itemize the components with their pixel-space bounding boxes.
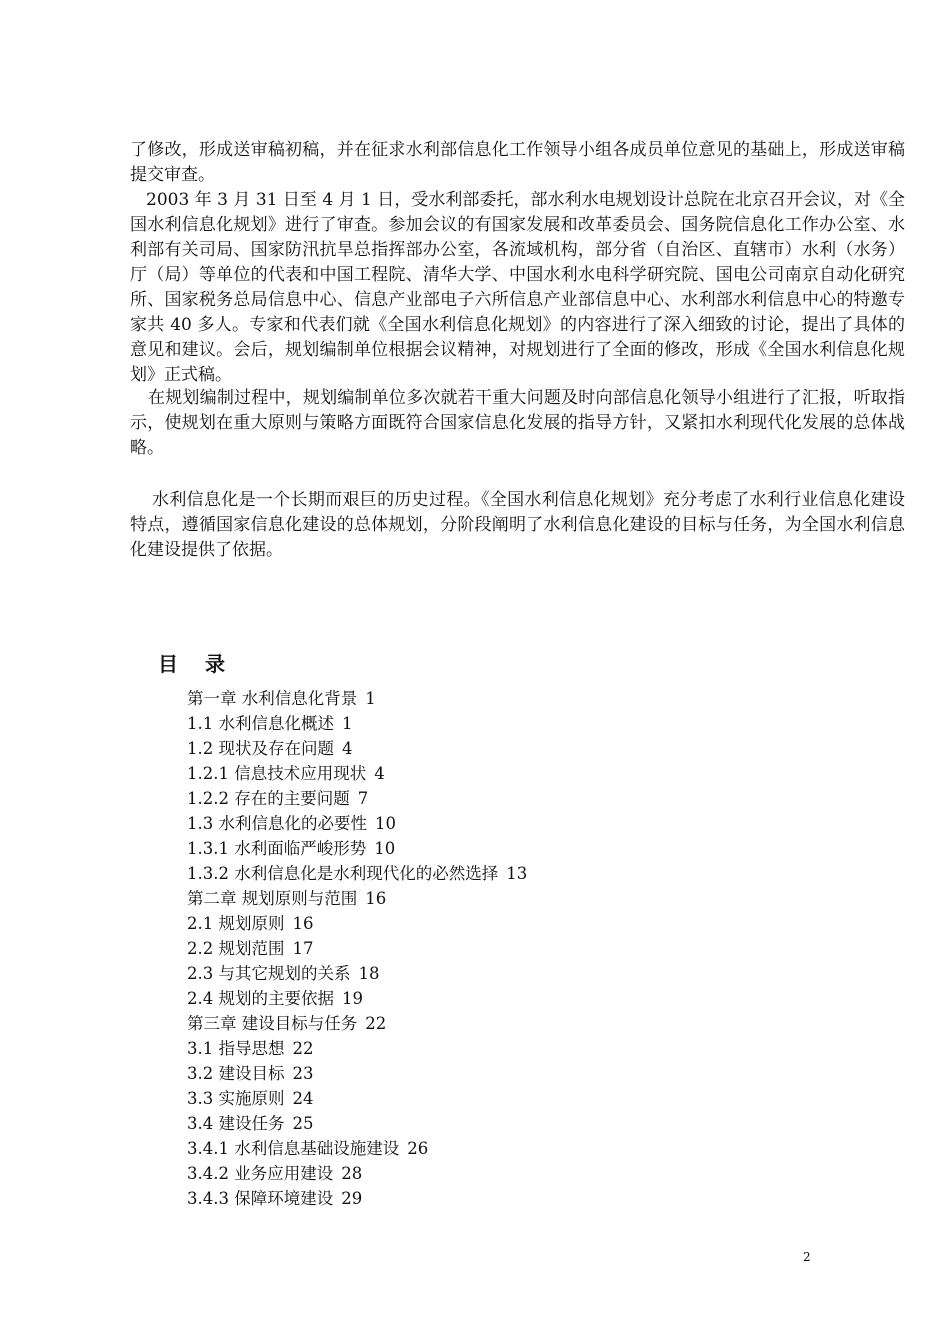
toc-entry-page: 25	[292, 1114, 314, 1133]
toc-entry[interactable]	[187, 786, 527, 811]
toc-entry-page: 22	[365, 1014, 387, 1033]
toc-entry[interactable]	[187, 1036, 527, 1061]
toc-entry[interactable]	[187, 1111, 527, 1136]
toc-entry-page: 22	[292, 1039, 314, 1058]
toc-entry[interactable]	[187, 686, 527, 711]
toc-entry[interactable]	[187, 1086, 527, 1111]
toc-entry-title: 2.4 规划的主要依据	[187, 989, 334, 1008]
body-paragraph: 在规划编制过程中，规划编制单位多次就若干重大问题及时向部信息化领导小组进行了汇报，听取指示，使规划在重大原则与策略方面既符合国家信息化发展的指导方针，又紧扣水利现代化发展的总体战略。	[130, 388, 905, 458]
toc-entry-title: 3.4.1 水利信息基础设施建设	[187, 1139, 400, 1158]
toc-entry-title: 1.2.1 信息技术应用现状	[187, 764, 367, 783]
toc-entry-title: 1.1 水利信息化概述	[187, 714, 334, 733]
toc-entry-page: 29	[341, 1189, 363, 1208]
body-paragraph: 水利信息化是一个长期而艰巨的历史过程。《全国水利信息化规划》充分考虑了水利行业信息化建设特点，遵循国家信息化建设的总体规划，分阶段阐明了水利信息化建设的目标与任务，为全国水利信息化建设提供了依据。	[130, 490, 905, 560]
toc-entry-title: 1.3.1 水利面临严峻形势	[187, 839, 367, 858]
toc-entry[interactable]	[187, 936, 527, 961]
toc-entry[interactable]	[187, 811, 527, 836]
toc-entry-title: 1.2 现状及存在问题	[187, 739, 334, 758]
toc-entry-title: 第二章 规划原则与范围	[187, 889, 358, 908]
toc-entry-title: 3.2 建设目标	[187, 1064, 285, 1083]
toc-entry-title: 2.2 规划范围	[187, 939, 285, 958]
table-of-contents	[187, 686, 527, 1211]
toc-entry-page: 4	[342, 739, 353, 758]
toc-entry-page: 10	[375, 814, 396, 833]
toc-entry[interactable]	[187, 1136, 527, 1161]
toc-entry-title: 第一章 水利信息化背景	[187, 689, 358, 708]
toc-entry-page: 1	[342, 714, 353, 733]
toc-entry-page: 13	[506, 864, 528, 883]
toc-entry[interactable]	[187, 1011, 527, 1036]
toc-entry-title: 3.3 实施原则	[187, 1089, 285, 1108]
toc-entry-page: 7	[357, 789, 369, 808]
toc-entry-title: 第三章 建设目标与任务	[187, 1014, 358, 1033]
toc-entry-title: 1.3.2 水利信息化是水利现代化的必然选择	[187, 864, 499, 883]
toc-entry-title: 2.3 与其它规划的关系	[187, 964, 351, 983]
toc-entry[interactable]	[187, 886, 527, 911]
toc-entry-title: 2.1 规划原则	[187, 914, 285, 933]
toc-entry[interactable]	[187, 861, 527, 886]
toc-entry[interactable]	[187, 911, 527, 936]
toc-entry[interactable]	[187, 836, 527, 861]
page-number: 2	[803, 1250, 811, 1264]
body-paragraph: 了修改，形成送审稿初稿，并在征求水利部信息化工作领导小组各成员单位意见的基础上，形成送审稿提交审查。	[130, 140, 905, 185]
toc-entry-page: 4	[374, 764, 385, 783]
toc-entry-page: 16	[292, 914, 314, 933]
body-paragraph: 2003 年 3 月 31 日至 4 月 1 日，受水利部委托，部水利水电规划设计总院在北京召开会议，对《全国水利信息化规划》进行了审查。参加会议的有国家发展和改革委员会、国务院信息化工作办公室、水利部有关司局、国家防汛抗旱总指挥部办公室，各流域机构，部分省（自治区、直辖市）水利（水务）厅（局）等单位的代表和中国工程院、清华大学、中国水利水电科学研究院、国电公司南京自动化研究所、国家税务总局信息中心、信息产业部电子六所信息产业部信息中心、水利部水利信息中心的特邀专家共 40 多人。专家和代表们就《全国水利信息化规划》的内容进行了深入细致的讨论，提出了具体的意见和建议。会后，规划编制单位根据会议精神，对规划进行了全面的修改，形成《全国水利信息化规划》正式稿。	[130, 190, 905, 385]
toc-entry[interactable]	[187, 736, 527, 761]
toc-entry-title: 1.2.2 存在的主要问题	[187, 789, 350, 808]
toc-entry-page: 17	[292, 939, 314, 958]
toc-entry[interactable]	[187, 961, 527, 986]
toc-entry[interactable]	[187, 1186, 527, 1211]
toc-entry-page: 26	[407, 1139, 429, 1158]
toc-entry-title: 3.4 建设任务	[187, 1114, 285, 1133]
toc-entry-page: 1	[365, 689, 376, 708]
toc-entry-page: 16	[365, 889, 387, 908]
toc-heading: 目 录	[158, 652, 235, 676]
toc-entry-title: 3.4.2 业务应用建设	[187, 1164, 334, 1183]
toc-entry-title: 1.3 水利信息化的必要性	[187, 814, 367, 833]
toc-entry-page: 28	[341, 1164, 363, 1183]
toc-entry-title: 3.4.3 保障环境建设	[187, 1189, 334, 1208]
toc-entry-title: 3.1 指导思想	[187, 1039, 285, 1058]
toc-entry-page: 10	[374, 839, 396, 858]
toc-entry[interactable]	[187, 1161, 527, 1186]
toc-entry-page: 18	[358, 964, 380, 983]
toc-entry-page: 24	[292, 1089, 314, 1108]
toc-entry[interactable]	[187, 761, 527, 786]
toc-entry-page: 23	[292, 1064, 314, 1083]
toc-entry-page: 19	[342, 989, 363, 1008]
toc-entry[interactable]	[187, 986, 527, 1011]
toc-entry[interactable]	[187, 1061, 527, 1086]
toc-entry[interactable]	[187, 711, 527, 736]
